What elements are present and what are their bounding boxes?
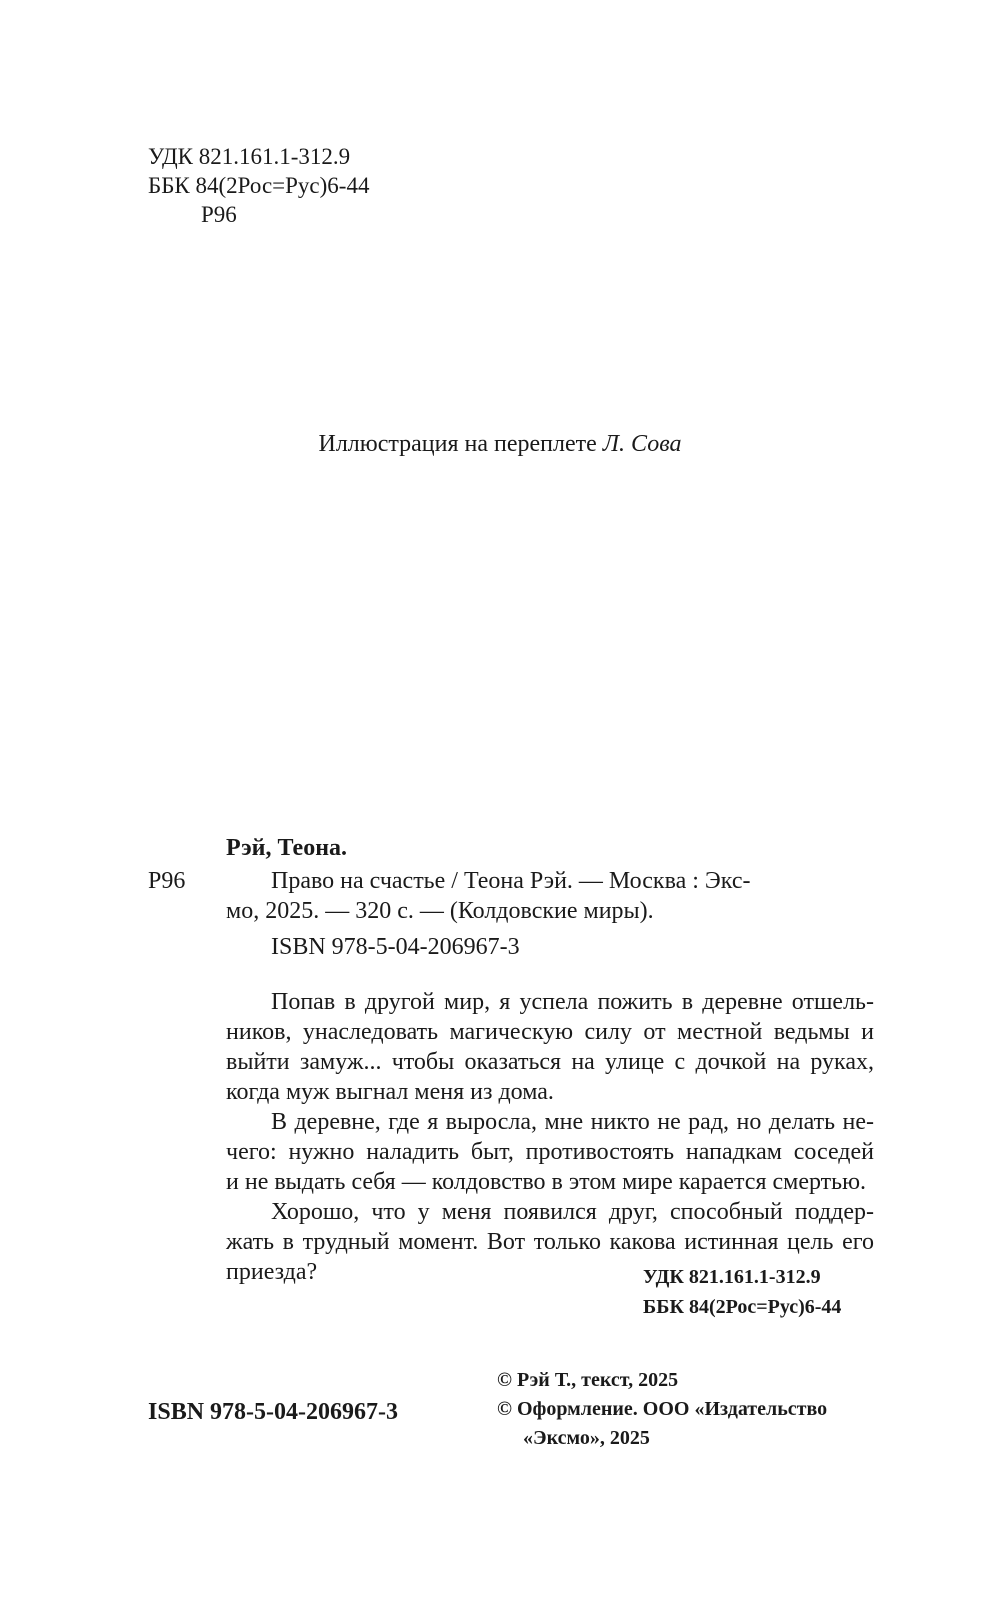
catalog-author-mark: Р96 [148,868,186,894]
annotation-line: жать в трудный момент. Вот только какова истинная цель его [226,1229,874,1255]
copyright-block [497,1366,827,1453]
copyright-line: © Оформление. ООО «Издательство [497,1398,828,1420]
catalog-udk: УДК 821.161.1-312.9 [643,1266,821,1288]
udk-header [148,142,369,229]
illustration-artist: Л. Сова [602,431,682,457]
biblio-line: мо, 2025. — 320 с. — (Колдовские миры). [226,898,654,924]
copyright-line: © Рэй Т., текст, 2025 [497,1369,679,1391]
bbk-code: ББК 84(2Рос=Рус)6-44 [148,173,370,198]
annotation-line: когда муж выгнал меня из дома. [226,1079,554,1105]
annotation-line: выйти замуж... чтобы оказаться на улице с дочкой на руках, [226,1049,874,1075]
bibliographic-description [226,866,874,926]
annotation-line: Попав в другой мир, я успела пожить в деревне отшель- [271,989,874,1015]
catalog-author: Рэй, Теона. [226,835,348,861]
copyright-line: «Эксмо», 2025 [523,1427,650,1449]
annotation-line: В деревне, где я выросла, мне никто не рад, но делать не- [271,1109,874,1135]
biblio-line: Право на счастье / Теона Рэй. — Москва : Экс- [271,868,751,894]
annotation-line: и не выдать себя — колдовство в этом мире карается смертью. [226,1169,867,1195]
catalog-isbn: ISBN 978-5-04-206967-3 [271,934,520,960]
annotation-line: ников, унаследовать магическую силу от местной ведьмы и [226,1019,874,1045]
catalog-codes [643,1262,841,1322]
annotation [226,987,874,1287]
isbn-bottom: ISBN 978-5-04-206967-3 [148,1399,398,1425]
annotation-line: Хорошо, что у меня появился друг, способный поддер- [271,1199,874,1225]
annotation-line: чего: нужно наладить быт, противостоять нападкам соседей [226,1139,874,1165]
annotation-line: приезда? [226,1259,318,1285]
udk-code: УДК 821.161.1-312.9 [148,144,351,169]
illustration-credit [0,429,1000,459]
author-mark: Р96 [201,202,237,227]
catalog-bbk: ББК 84(2Рос=Рус)6-44 [643,1296,842,1318]
illustration-label: Иллюстрация на переплете [318,431,597,457]
